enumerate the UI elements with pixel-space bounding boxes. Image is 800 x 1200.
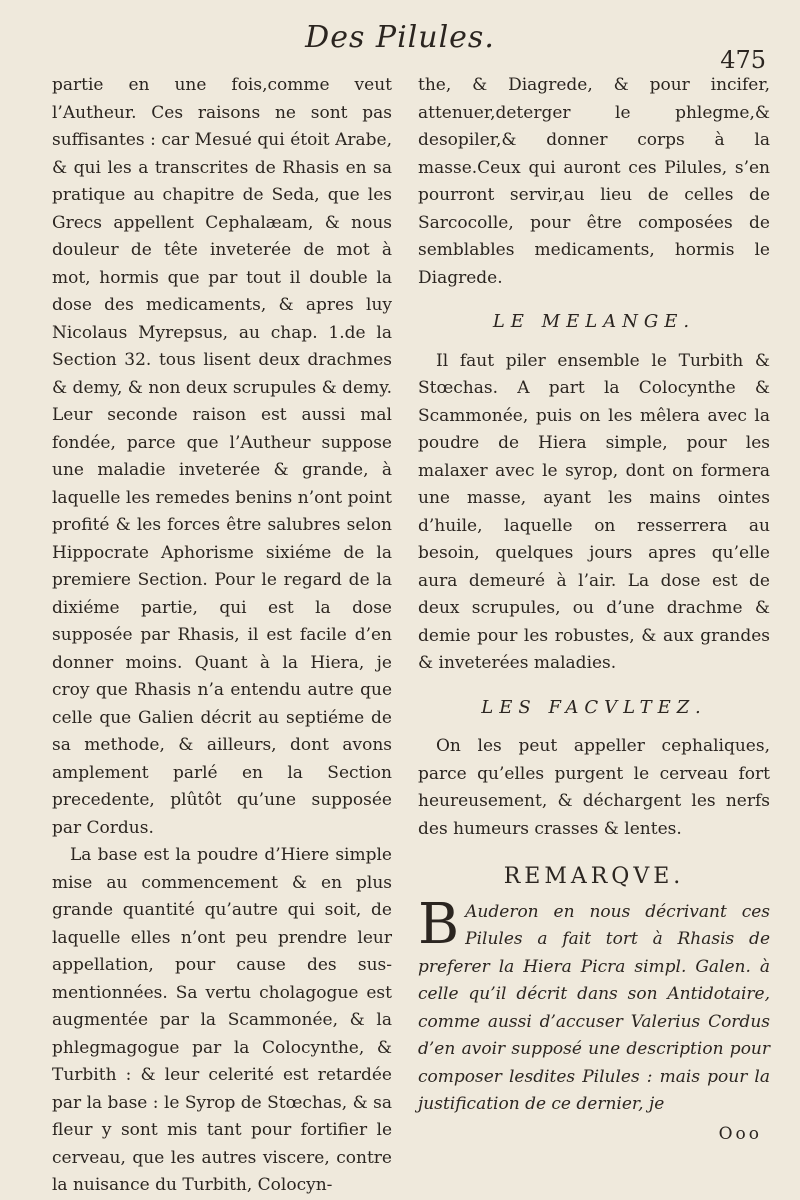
section-heading-remarque: REMARQVE.	[503, 864, 685, 889]
catchword: Ooo	[718, 1123, 762, 1144]
running-head: Des Pilules.	[305, 20, 495, 55]
right-paragraph-1: the, & Diagrede, & pour incifer, attenuer,deterger le phlegme,& desopiler,& donner corps à la masse.Ceux qui auront ces Pilules, s’en pourront servir,au lieu de celles de Sarcocolle, pour être composées de semblables medicaments, hormis le Diagrede.	[418, 75, 770, 288]
right-paragraph-3: On les peut appeller cephaliques, parce qu’elles purgent le cerveau fort heureusement, & déchargent les nerfs des humeurs crasses & lentes.	[418, 736, 770, 839]
page-number: 475	[720, 46, 766, 74]
section-heading-facultez: LES FACVLTEZ.	[481, 696, 707, 718]
drop-cap: B	[418, 891, 460, 957]
right-paragraph-2: Il faut piler ensemble le Turbith & Stœchas. A part la Colocynthe & Scammonée, puis on les mêlera avec la poudre de Hiera simple, pour les malaxer avec le syrop, dont on formera une masse, ayant les mains ointes d’huile, laquelle on resserrera au besoin, quelques jours apres qu’elle aura demeuré à l’air. La dose est de deux scrupules, ou d’une drachme & demie pour les robustes, & aux grandes & inveterées maladies.	[418, 350, 770, 673]
left-paragraph-2: La base est la poudre d’Hiere simple mise au commencement & en plus grande quantité qu’autre qui soit, de laquelle elles n’ont peu prendre leur appellation, pour cause des sus-mentionnées. Sa vertu cholagogue est augmentée par la Scammonée, & la phlegmagogue par la Colocynthe, & Turbith : & leur celerité est retardée par la base : le Syrop de Stœchas, & sa fleur y sont mis tant pour fortifier le cerveau, que les autres viscere, contre la nuisance du Turbith, Colocyn-	[52, 845, 392, 1195]
right-column	[418, 72, 770, 1148]
remark-paragraph	[418, 891, 770, 1119]
remark-text: Auderon en nous décrivant ces Pilules a fait tort à Rhasis de preferer la Hiera Picra simpl. Galen. à celle qu’il décrit dans son Antidotaire, comme aussi d’accuser Valerius Cordus d’en avoir supposé une description pour composer lesdites Pilules : mais pour la justification de ce dernier, je	[418, 901, 770, 1114]
section-heading-melange: LE MELANGE.	[492, 311, 696, 332]
left-paragraph-1: partie en une fois,comme veut l’Autheur. Ces raisons ne sont pas suffisantes : car Mesué qui étoit Arabe, & qui les a transcrites de Rhasis en sa pratique au chapitre de Seda, que les Grecs appellent Cephalæam, & nous douleur de tête inveterée de mot à mot, hormis que par tout il double la dose des medicaments, & apres luy Nicolaus Myrepsus, au chap. 1.de la Section 32. tous lisent deux drachmes & demy, & non deux scrupules & demy. Leur seconde raison est aussi mal fondée, parce que l’Autheur suppose une maladie inveterée & grande, à laquelle les remedes benins n’ont point profité & les forces être salubres selon Hippocrate Aphorisme sixiéme de la premiere Section. Pour le regard de la dixiéme partie, qui est la dose supposée par Rhasis, il est facile d’en donner moins. Quant à la Hiera, je croy que Rhasis n’a entendu autre que celle que Galien décrit au septiéme de sa methode, & ailleurs, dont avons amplement parlé en la Section precedente, plûtôt qu’une supposée par Cordus.	[52, 75, 392, 838]
left-column	[52, 72, 392, 1200]
